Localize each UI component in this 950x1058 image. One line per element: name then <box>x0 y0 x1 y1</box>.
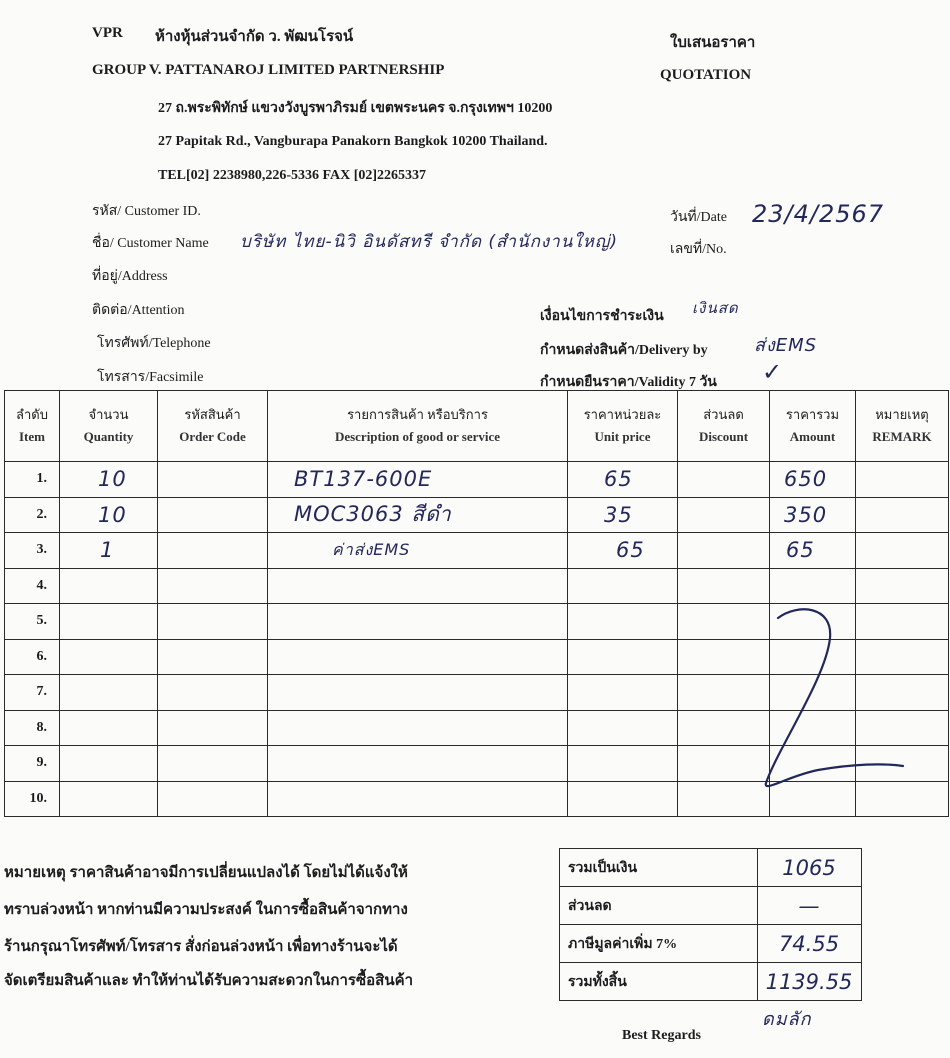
row-description <box>268 710 568 746</box>
row-description: BT137-600E <box>268 462 568 498</box>
row-description <box>268 639 568 675</box>
grand-total-row <box>560 963 862 1001</box>
address-label: ที่อยู่/Address <box>92 269 168 284</box>
row-number: 6. <box>5 639 60 675</box>
company-name-th: ห้างหุ้นส่วนจำกัด ว. พัฒนโรจน์ <box>155 29 354 45</box>
row-code <box>158 675 268 711</box>
row-unit-price <box>568 710 678 746</box>
row-unit-price: 65 <box>568 533 678 569</box>
attention-label: ติดต่อ/Attention <box>92 303 185 318</box>
header-order-code: รหัสสินค้า Order Code <box>158 391 268 462</box>
row-description <box>268 781 568 817</box>
row-quantity: 10 <box>60 497 158 533</box>
row-description <box>268 675 568 711</box>
header-remark: หมายเหตุ REMARK <box>856 391 949 462</box>
row-unit-price: 35 <box>568 497 678 533</box>
row-quantity <box>60 746 158 782</box>
footer-best-regards: Best Regards <box>622 1028 701 1043</box>
row-code <box>158 497 268 533</box>
doc-title-en: QUOTATION <box>660 67 752 83</box>
row-unit-price <box>568 568 678 604</box>
row-quantity <box>60 675 158 711</box>
table-row <box>5 462 949 498</box>
row-quantity <box>60 781 158 817</box>
date-label: วันที่/Date <box>670 210 727 225</box>
subtotal-row <box>560 849 862 887</box>
discount-value: — <box>758 887 862 925</box>
table-header-row <box>5 391 949 462</box>
customer-name-value: บริษัท ไทย-นิวิ อินดัสทรี จำกัด (สำนักงานใหญ่) <box>240 232 618 252</box>
row-code <box>158 604 268 640</box>
row-unit-price: 65 <box>568 462 678 498</box>
row-unit-price <box>568 604 678 640</box>
row-description: ค่าส่งEMS <box>268 533 568 569</box>
table-row <box>5 497 949 533</box>
payment-value: เงินสด <box>692 299 739 317</box>
row-amount: 650 <box>770 462 856 498</box>
row-code <box>158 781 268 817</box>
row-number: 5. <box>5 604 60 640</box>
vat-value: 74.55 <box>758 925 862 963</box>
row-code <box>158 639 268 675</box>
row-code <box>158 568 268 604</box>
row-number: 7. <box>5 675 60 711</box>
row-unit-price <box>568 746 678 782</box>
row-amount: 350 <box>770 497 856 533</box>
company-abbr: VPR <box>92 25 123 41</box>
row-discount <box>678 781 770 817</box>
row-quantity <box>60 710 158 746</box>
row-discount <box>678 710 770 746</box>
row-description <box>268 568 568 604</box>
payment-label: เงื่อนไขการชำระเงิน <box>540 309 664 324</box>
customer-id-label: รหัส/ Customer ID. <box>92 204 201 219</box>
header-item: ลำดับ Item <box>5 391 60 462</box>
strike-through-scribble <box>758 598 908 798</box>
company-name-en: GROUP V. PATTANAROJ LIMITED PARTNERSHIP <box>92 62 445 78</box>
discount-row <box>560 887 862 925</box>
row-discount <box>678 675 770 711</box>
number-label: เลขที่/No. <box>670 242 727 257</box>
row-quantity <box>60 604 158 640</box>
row-description <box>268 746 568 782</box>
row-discount <box>678 568 770 604</box>
header-discount: ส่วนลด Discount <box>678 391 770 462</box>
row-code <box>158 746 268 782</box>
row-description <box>268 604 568 640</box>
vat-row <box>560 925 862 963</box>
row-discount <box>678 604 770 640</box>
delivery-value: ส่งEMS <box>754 335 818 356</box>
header-unit-price: ราคาหน่วยละ Unit price <box>568 391 678 462</box>
row-remark <box>856 533 949 569</box>
row-quantity <box>60 639 158 675</box>
discount-label: ส่วนลด <box>560 887 758 925</box>
row-discount <box>678 533 770 569</box>
row-number: 4. <box>5 568 60 604</box>
row-unit-price <box>568 639 678 675</box>
header-description: รายการสินค้า หรือบริการ Description of good or service <box>268 391 568 462</box>
row-number: 3. <box>5 533 60 569</box>
row-quantity: 1 <box>60 533 158 569</box>
row-description: MOC3063 สีดำ <box>268 497 568 533</box>
vat-label: ภาษีมูลค่าเพิ่ม 7% <box>560 925 758 963</box>
customer-name-label: ชื่อ/ Customer Name <box>92 236 209 251</box>
delivery-label: กำหนดส่งสินค้า/Delivery by <box>540 343 708 358</box>
signature: ดมลัก <box>762 1009 812 1030</box>
row-number: 1. <box>5 462 60 498</box>
row-quantity <box>60 568 158 604</box>
validity-label: กำหนดยืนราคา/Validity 7 วัน <box>540 375 717 390</box>
header-quantity: จำนวน Quantity <box>60 391 158 462</box>
row-quantity: 10 <box>60 462 158 498</box>
grand-total-label: รวมทั้งสิ้น <box>560 963 758 1001</box>
facsimile-label: โทรสาร/Facsimile <box>97 370 204 385</box>
table-row <box>5 533 949 569</box>
row-unit-price <box>568 781 678 817</box>
row-discount <box>678 462 770 498</box>
note-line-1: หมายเหตุ ราคาสินค้าอาจมีการเปลี่ยนแปลงได้ โดยไม่ได้แจ้งให้ <box>4 865 408 881</box>
company-contact: TEL[02] 2238980,226-5336 FAX [02]2265337 <box>158 168 427 183</box>
doc-title-th: ใบเสนอราคา <box>670 35 756 51</box>
row-code <box>158 533 268 569</box>
row-number: 9. <box>5 746 60 782</box>
header-amount: ราคารวม Amount <box>770 391 856 462</box>
telephone-label: โทรศัพท์/Telephone <box>97 336 211 351</box>
company-address-th: 27 ถ.พระพิทักษ์ แขวงวังบูรพาภิรมย์ เขตพระนคร จ.กรุงเทพฯ 10200 <box>158 101 553 116</box>
row-remark <box>856 497 949 533</box>
company-address-en: 27 Papitak Rd., Vangburapa Panakorn Bangkok 10200 Thailand. <box>158 134 548 149</box>
row-unit-price <box>568 675 678 711</box>
row-code <box>158 710 268 746</box>
row-discount <box>678 746 770 782</box>
row-discount <box>678 497 770 533</box>
note-line-4: จัดเตรียมสินค้าและ ทำให้ท่านได้รับความสะดวกในการซื้อสินค้า <box>4 973 414 989</box>
row-discount <box>678 639 770 675</box>
row-amount: 65 <box>770 533 856 569</box>
subtotal-label: รวมเป็นเงิน <box>560 849 758 887</box>
note-line-3: ร้านกรุณาโทรศัพท์/โทรสาร สั่งก่อนล่วงหน้า เพื่อทางร้านจะได้ <box>4 939 398 955</box>
row-number: 10. <box>5 781 60 817</box>
grand-total-value: 1139.55 <box>758 963 862 1001</box>
row-code <box>158 462 268 498</box>
subtotal-value: 1065 <box>758 849 862 887</box>
totals-table <box>559 848 862 1001</box>
check-mark: ✓ <box>762 358 784 386</box>
row-number: 8. <box>5 710 60 746</box>
note-line-2: ทราบล่วงหน้า หากท่านมีความประสงค์ ในการซื้อสินค้าจากทาง <box>4 902 408 918</box>
row-remark <box>856 462 949 498</box>
row-number: 2. <box>5 497 60 533</box>
date-value: 23/4/2567 <box>752 200 885 228</box>
